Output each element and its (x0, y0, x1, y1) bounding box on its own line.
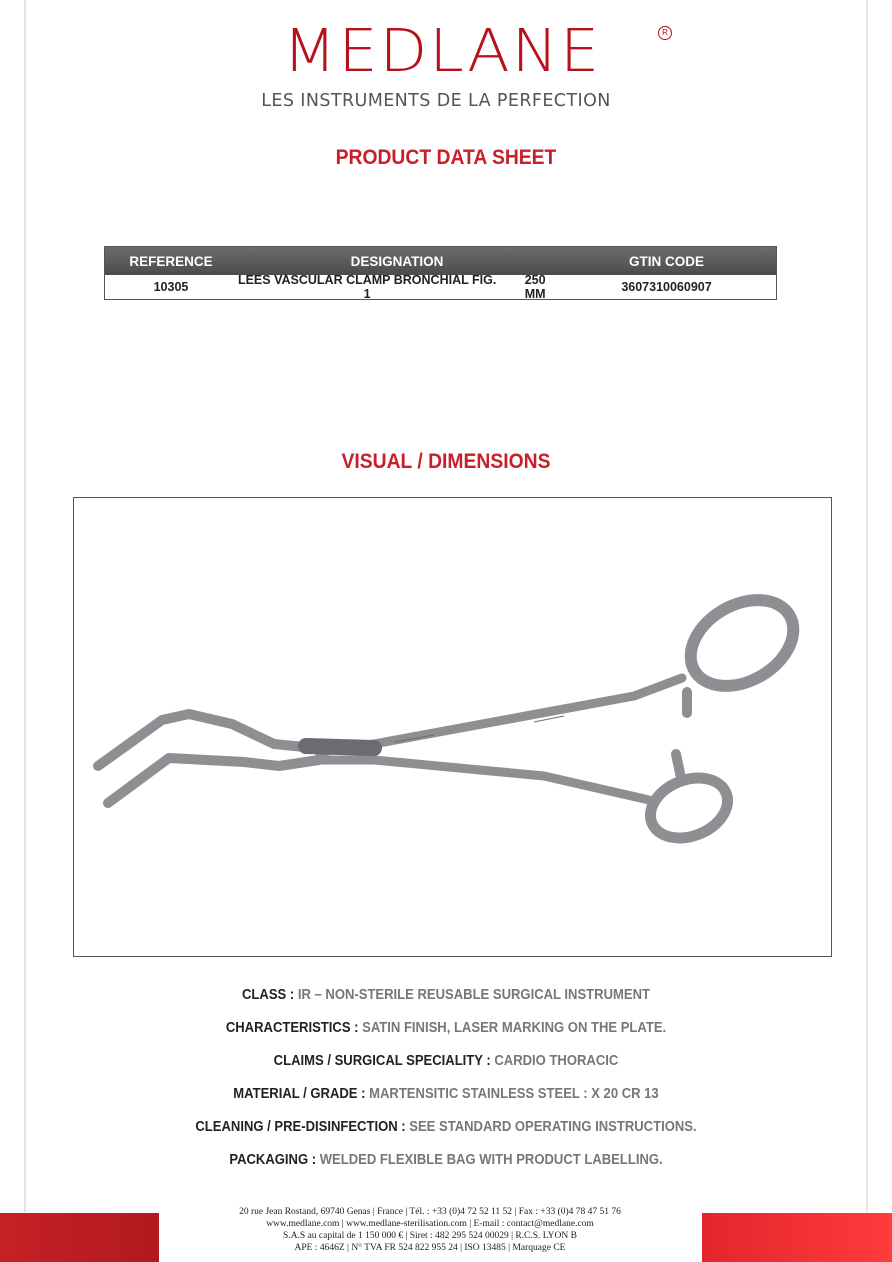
property-key: CLASS : (242, 987, 295, 1003)
header-gtin: GTIN CODE (628, 253, 704, 269)
property-packaging (45, 1149, 848, 1182)
footer-registration: APE : 4646Z | N° TVA FR 524 822 955 24 | ISO 13485 | Marquage CE (294, 1243, 566, 1253)
footer-red-bar-right (702, 1213, 892, 1262)
property-value: MARTENSITIC STAINLESS STEEL : X 20 CR 13 (369, 1086, 659, 1102)
property-material (45, 1083, 848, 1116)
property-key: MATERIAL / GRADE : (233, 1086, 366, 1102)
designation-text: LEES VASCULAR CLAMP BRONCHIAL FIG. 1 (237, 273, 497, 301)
logo-tagline: LES INSTRUMENTS DE LA PERFECTION (261, 91, 611, 111)
property-cleaning (45, 1116, 848, 1149)
footer-red-bar-left (0, 1213, 159, 1262)
property-class (45, 984, 848, 1017)
visual-dimensions-title: VISUAL / DIMENSIONS (341, 450, 551, 473)
designation-size: 250 MM (524, 273, 546, 301)
property-claims (45, 1050, 848, 1083)
lees-vascular-clamp-image (74, 498, 833, 958)
registered-mark: R (658, 26, 672, 40)
table-row (105, 275, 776, 299)
header-designation: DESIGNATION (350, 253, 444, 269)
cell-reference: 10305 (153, 280, 189, 294)
footer-company: S.A.S au capital de 1 150 000 € | Siret : 482 295 524 00029 | R.C.S. LYON B (283, 1231, 577, 1241)
property-value: SEE STANDARD OPERATING INSTRUCTIONS. (409, 1119, 697, 1135)
property-key: CHARACTERISTICS : (225, 1020, 359, 1036)
property-value: CARDIO THORACIC (494, 1053, 619, 1069)
property-value: SATIN FINISH, LASER MARKING ON THE PLATE. (362, 1020, 667, 1036)
property-key: PACKAGING : (229, 1152, 317, 1168)
footer-address: 20 rue Jean Rostand, 69740 Genas | France | Tél. : +33 (0)4 72 52 11 52 | Fax : +33 (0)4 78 47 51 76 (239, 1207, 621, 1217)
property-characteristics (45, 1017, 848, 1050)
cell-gtin: 3607310060907 (621, 280, 712, 294)
table-header-row (105, 247, 776, 275)
cell-designation (237, 273, 557, 301)
property-value: IR – NON-STERILE REUSABLE SURGICAL INSTRUMENT (297, 987, 650, 1003)
logo-wordmark: MEDLANE (282, 15, 602, 86)
header-reference: REFERENCE (129, 253, 213, 269)
property-value: WELDED FLEXIBLE BAG WITH PRODUCT LABELLING. (319, 1152, 663, 1168)
property-key: CLEANING / PRE-DISINFECTION : (195, 1119, 406, 1135)
product-properties (0, 984, 892, 1182)
product-data-sheet-title: PRODUCT DATA SHEET (335, 146, 557, 169)
reference-table (104, 246, 777, 300)
footer-contact (160, 1206, 700, 1254)
medlane-logo (222, 15, 672, 115)
footer-web: www.medlane.com | www.medlane-sterilisation.com | E-mail : contact@medlane.com (266, 1219, 594, 1229)
property-key: CLAIMS / SURGICAL SPECIALITY : (273, 1053, 491, 1069)
product-image-frame (73, 497, 832, 957)
